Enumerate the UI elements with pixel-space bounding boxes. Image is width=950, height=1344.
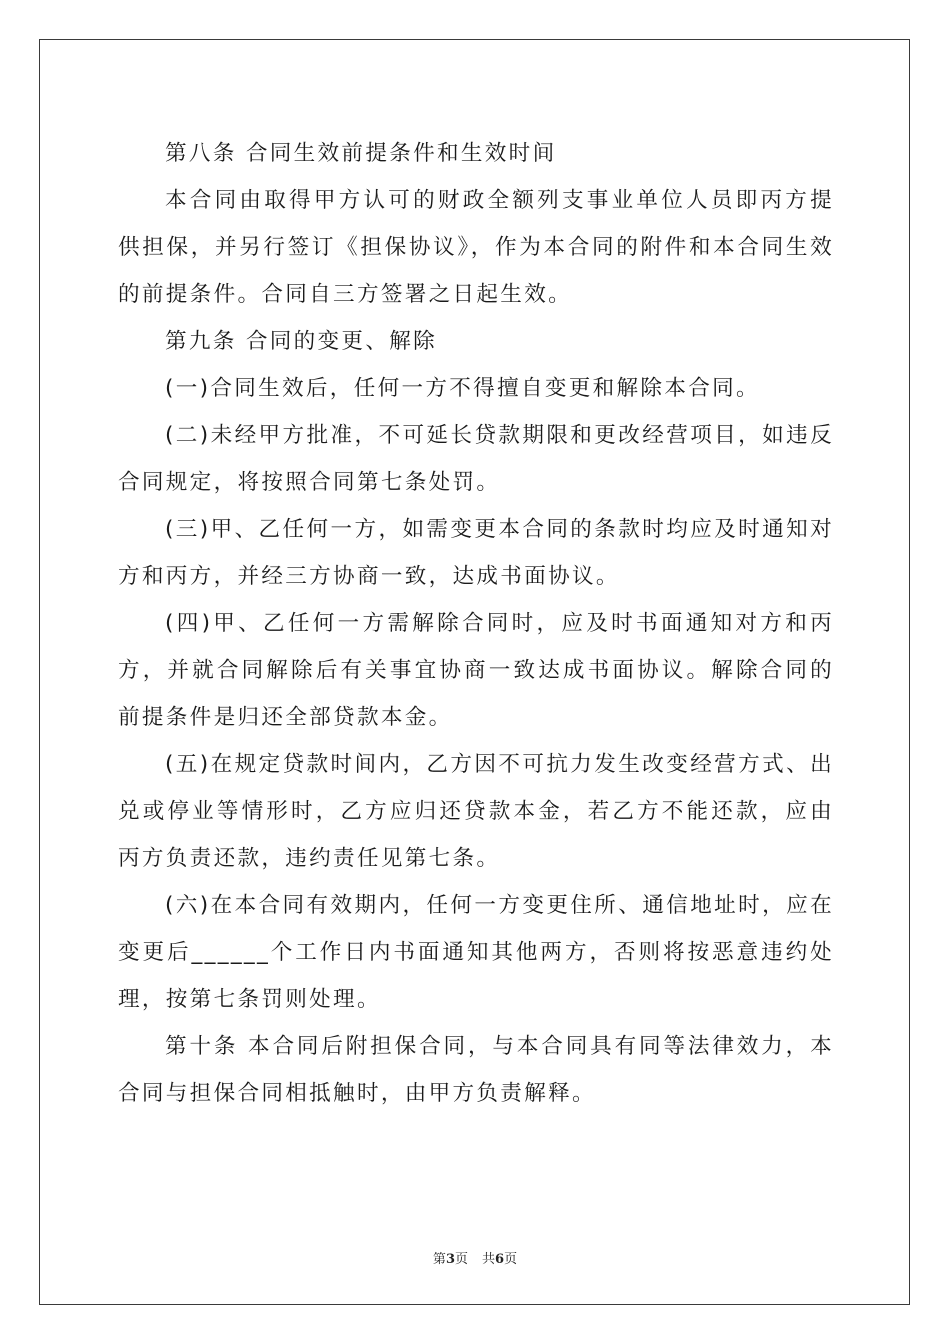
page-suffix: 页 xyxy=(454,1252,468,1267)
article-10: 第十条 本合同后附担保合同，与本合同具有同等法律效力，本合同与担保合同相抵触时，由甲方负责解释。 xyxy=(118,1034,834,1106)
page-footer xyxy=(0,1248,950,1267)
article-9-clause-2: (二)未经甲方批准，不可延长贷款期限和更改经营项目，如违反合同规定，将按照合同第七条处罚。 xyxy=(118,423,834,495)
page-number: 3 xyxy=(445,1252,455,1267)
article-9-heading: 第九条 合同的变更、解除 xyxy=(165,329,437,354)
article-9-clause-3: (三)甲、乙任何一方，如需变更本合同的条款时均应及时通知对方和丙方，并经三方协商一致，达成书面协议。 xyxy=(118,517,834,589)
article-9-clause-6: (六)在本合同有效期内，任何一方变更住所、通信地址时，应在变更后______个工作日内书面通知其他两方，否则将按恶意违约处理，按第七条罚则处理。 xyxy=(118,893,834,1012)
total-suffix: 页 xyxy=(504,1252,518,1267)
article-9-clause-4: (四)甲、乙任何一方需解除合同时，应及时书面通知对方和丙方，并就合同解除后有关事宜协商一致达成书面协议。解除合同的前提条件是归还全部贷款本金。 xyxy=(118,611,834,730)
article-9-clause-5: (五)在规定贷款时间内，乙方因不可抗力发生改变经营方式、出兑或停业等情形时，乙方应归还贷款本金，若乙方不能还款，应由丙方负责还款，违约责任见第七条。 xyxy=(118,752,834,871)
article-9-clause-1: (一)合同生效后，任何一方不得擅自变更和解除本合同。 xyxy=(165,376,760,401)
page-prefix: 第 xyxy=(432,1252,446,1267)
article-8-body: 本合同由取得甲方认可的财政全额列支事业单位人员即丙方提供担保，并另行签订《担保协议》，作为本合同的附件和本合同生效的前提条件。合同自三方签署之日起生效。 xyxy=(118,188,834,307)
document-body xyxy=(118,130,834,1117)
total-pages: 6 xyxy=(495,1252,505,1267)
article-8-heading: 第八条 合同生效前提条件和生效时间 xyxy=(165,141,557,166)
total-prefix: 共 xyxy=(482,1252,496,1267)
